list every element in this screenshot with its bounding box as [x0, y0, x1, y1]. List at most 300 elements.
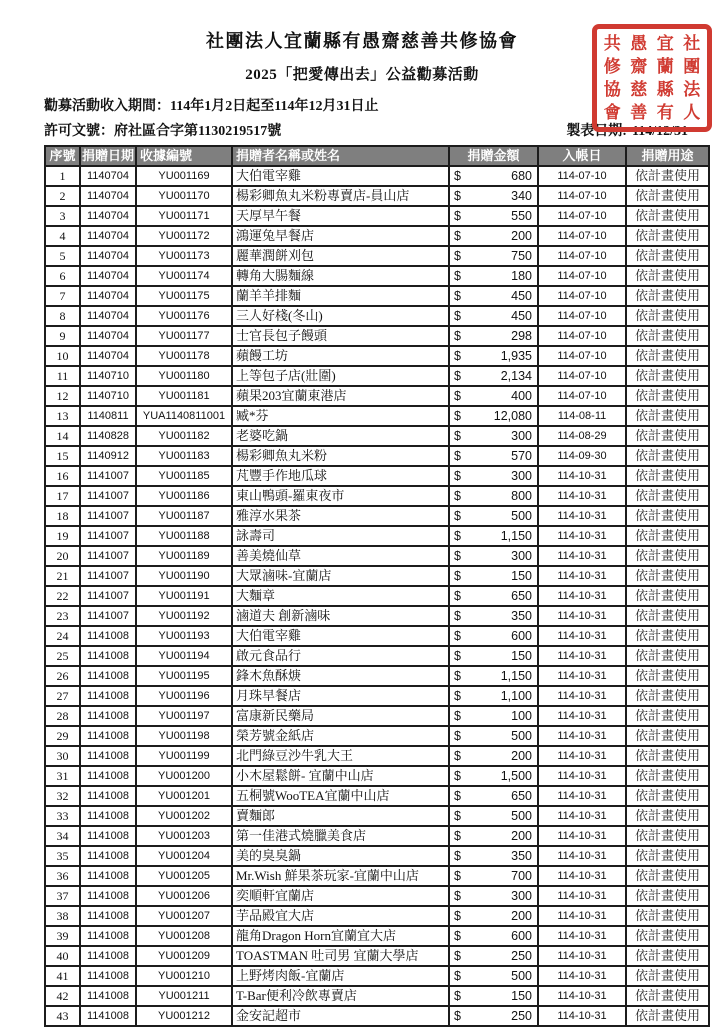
table-row [45, 286, 709, 306]
cell-donor-name: 大伯電宰雞 [232, 626, 449, 646]
cell-donation-date: 1141008 [80, 866, 136, 886]
cell-account-date: 114-10-31 [538, 766, 626, 786]
currency-symbol: $ [454, 289, 461, 303]
currency-symbol: $ [454, 929, 461, 943]
cell-donation-date: 1141008 [80, 766, 136, 786]
currency-symbol: $ [454, 969, 461, 983]
cell-purpose: 依計畫使用 [626, 506, 709, 526]
cell-account-date: 114-10-31 [538, 686, 626, 706]
cell-receipt-no: YU001187 [136, 506, 232, 526]
currency-symbol: $ [454, 389, 461, 403]
cell-amount [449, 526, 538, 546]
cell-receipt-no: YU001194 [136, 646, 232, 666]
table-row [45, 586, 709, 606]
table-row [45, 366, 709, 386]
cell-donor-name: 楊彩卿魚丸米粉 [232, 446, 449, 466]
cell-amount [449, 746, 538, 766]
cell-amount [449, 886, 538, 906]
cell-seq: 33 [45, 806, 80, 826]
table-row [45, 866, 709, 886]
table-row [45, 886, 709, 906]
currency-symbol: $ [454, 609, 461, 623]
currency-symbol: $ [454, 1009, 461, 1023]
seal-column: 宜 蘭 縣 有 [656, 34, 674, 122]
cell-seq: 15 [45, 446, 80, 466]
cell-seq: 5 [45, 246, 80, 266]
cell-purpose: 依計畫使用 [626, 766, 709, 786]
amount-value: 300 [511, 549, 532, 563]
cell-seq: 2 [45, 186, 80, 206]
cell-account-date: 114-10-31 [538, 966, 626, 986]
cell-seq: 19 [45, 526, 80, 546]
cell-seq: 27 [45, 686, 80, 706]
column-header-account-date: 入帳日 [538, 146, 626, 166]
cell-receipt-no: YU001202 [136, 806, 232, 826]
cell-seq: 36 [45, 866, 80, 886]
amount-value: 340 [511, 189, 532, 203]
cell-receipt-no: YU001181 [136, 386, 232, 406]
cell-donor-name: 大伯電宰雞 [232, 166, 449, 186]
cell-account-date: 114-10-31 [538, 986, 626, 1006]
cell-purpose: 依計畫使用 [626, 426, 709, 446]
cell-seq: 8 [45, 306, 80, 326]
amount-value: 500 [511, 969, 532, 983]
table-row [45, 706, 709, 726]
cell-amount [449, 946, 538, 966]
amount-value: 150 [511, 569, 532, 583]
cell-donor-name: 月珠早餐店 [232, 686, 449, 706]
cell-donation-date: 1140828 [80, 426, 136, 446]
cell-account-date: 114-10-31 [538, 586, 626, 606]
currency-symbol: $ [454, 849, 461, 863]
currency-symbol: $ [454, 409, 461, 423]
cell-purpose: 依計畫使用 [626, 226, 709, 246]
cell-receipt-no: YU001203 [136, 826, 232, 846]
cell-receipt-no: YU001182 [136, 426, 232, 446]
currency-symbol: $ [454, 689, 461, 703]
currency-symbol: $ [454, 789, 461, 803]
cell-donation-date: 1140912 [80, 446, 136, 466]
currency-symbol: $ [454, 329, 461, 343]
cell-seq: 3 [45, 206, 80, 226]
cell-receipt-no: YU001207 [136, 906, 232, 926]
cell-receipt-no: YU001177 [136, 326, 232, 346]
cell-purpose: 依計畫使用 [626, 966, 709, 986]
cell-receipt-no: YUA1140811001 [136, 406, 232, 426]
cell-seq: 17 [45, 486, 80, 506]
cell-amount [449, 566, 538, 586]
table-row [45, 486, 709, 506]
cell-amount [449, 766, 538, 786]
currency-symbol: $ [454, 369, 461, 383]
table-row [45, 466, 709, 486]
cell-seq: 34 [45, 826, 80, 846]
amount-value: 600 [511, 929, 532, 943]
table-row [45, 186, 709, 206]
cell-receipt-no: YU001195 [136, 666, 232, 686]
currency-symbol: $ [454, 729, 461, 743]
currency-symbol: $ [454, 569, 461, 583]
cell-account-date: 114-10-31 [538, 626, 626, 646]
cell-donation-date: 1141008 [80, 646, 136, 666]
cell-seq: 4 [45, 226, 80, 246]
cell-donation-date: 1141007 [80, 466, 136, 486]
cell-seq: 39 [45, 926, 80, 946]
amount-value: 180 [511, 269, 532, 283]
cell-amount [449, 306, 538, 326]
cell-purpose: 依計畫使用 [626, 886, 709, 906]
cell-receipt-no: YU001212 [136, 1006, 232, 1026]
cell-seq: 40 [45, 946, 80, 966]
table-row [45, 386, 709, 406]
cell-donor-name: 金安記超市 [232, 1006, 449, 1026]
cell-amount [449, 666, 538, 686]
column-header-purpose: 捐贈用途 [626, 146, 709, 166]
column-header-amount: 捐贈金額 [449, 146, 538, 166]
amount-value: 150 [511, 649, 532, 663]
cell-purpose: 依計畫使用 [626, 666, 709, 686]
cell-donation-date: 1141007 [80, 526, 136, 546]
amount-value: 1,500 [500, 769, 532, 783]
cell-donation-date: 1141008 [80, 626, 136, 646]
cell-seq: 20 [45, 546, 80, 566]
cell-donation-date: 1140704 [80, 326, 136, 346]
cell-donor-name: 東山鴨頭-羅東夜市 [232, 486, 449, 506]
association-seal [592, 24, 712, 132]
cell-donation-date: 1140811 [80, 406, 136, 426]
cell-donation-date: 1140704 [80, 206, 136, 226]
cell-purpose: 依計畫使用 [626, 786, 709, 806]
cell-amount [449, 386, 538, 406]
currency-symbol: $ [454, 989, 461, 1003]
cell-amount [449, 926, 538, 946]
amount-value: 1,150 [500, 669, 532, 683]
cell-donor-name: 大麵章 [232, 586, 449, 606]
cell-purpose: 依計畫使用 [626, 866, 709, 886]
currency-symbol: $ [454, 469, 461, 483]
cell-purpose: 依計畫使用 [626, 366, 709, 386]
table-row [45, 306, 709, 326]
column-header-receipt-no: 收據編號 [136, 146, 232, 166]
cell-account-date: 114-07-10 [538, 206, 626, 226]
cell-donor-name: 鋒木魚酥焿 [232, 666, 449, 686]
amount-value: 1,935 [500, 349, 532, 363]
cell-purpose: 依計畫使用 [626, 686, 709, 706]
cell-receipt-no: YU001210 [136, 966, 232, 986]
cell-account-date: 114-10-31 [538, 1006, 626, 1026]
cell-seq: 26 [45, 666, 80, 686]
cell-donation-date: 1141008 [80, 806, 136, 826]
cell-receipt-no: YU001175 [136, 286, 232, 306]
cell-donor-name: 美的臭臭鍋 [232, 846, 449, 866]
cell-donation-date: 1141008 [80, 946, 136, 966]
cell-donation-date: 1141008 [80, 926, 136, 946]
cell-receipt-no: YU001209 [136, 946, 232, 966]
cell-amount [449, 506, 538, 526]
table-row [45, 766, 709, 786]
cell-donor-name: 大眾滷味-宜蘭店 [232, 566, 449, 586]
cell-donor-name: 楊彩卿魚丸米粉專賣店-員山店 [232, 186, 449, 206]
table-row [45, 206, 709, 226]
cell-account-date: 114-08-29 [538, 426, 626, 446]
cell-account-date: 114-09-30 [538, 446, 626, 466]
cell-donor-name: 芃豐手作地瓜球 [232, 466, 449, 486]
cell-account-date: 114-10-31 [538, 526, 626, 546]
table-row [45, 566, 709, 586]
cell-receipt-no: YU001191 [136, 586, 232, 606]
cell-purpose: 依計畫使用 [626, 406, 709, 426]
report-date-label: 製表日期: [566, 124, 627, 139]
cell-account-date: 114-07-10 [538, 166, 626, 186]
license-number: 許可文號：府社區合字第1130219517號 [44, 124, 282, 139]
currency-symbol: $ [454, 209, 461, 223]
currency-symbol: $ [454, 869, 461, 883]
currency-symbol: $ [454, 589, 461, 603]
cell-donation-date: 1141008 [80, 846, 136, 866]
cell-account-date: 114-07-10 [538, 326, 626, 346]
cell-account-date: 114-10-31 [538, 706, 626, 726]
cell-seq: 9 [45, 326, 80, 346]
amount-value: 700 [511, 869, 532, 883]
currency-symbol: $ [454, 829, 461, 843]
cell-donor-name: 五桐號WooTEA宜蘭中山店 [232, 786, 449, 806]
cell-donor-name: 三人好棧(冬山) [232, 306, 449, 326]
cell-account-date: 114-10-31 [538, 546, 626, 566]
table-row [45, 166, 709, 186]
cell-seq: 35 [45, 846, 80, 866]
table-row [45, 686, 709, 706]
cell-amount [449, 726, 538, 746]
cell-purpose: 依計畫使用 [626, 1006, 709, 1026]
table-row [45, 226, 709, 246]
table-row [45, 326, 709, 346]
amount-value: 650 [511, 589, 532, 603]
cell-account-date: 114-10-31 [538, 726, 626, 746]
cell-donor-name: T-Bar便利冷飲專賣店 [232, 986, 449, 1006]
cell-donation-date: 1141007 [80, 606, 136, 626]
cell-donation-date: 1140710 [80, 366, 136, 386]
cell-amount [449, 706, 538, 726]
cell-amount [449, 786, 538, 806]
amount-value: 200 [511, 829, 532, 843]
cell-donor-name: 啟元食品行 [232, 646, 449, 666]
cell-purpose: 依計畫使用 [626, 846, 709, 866]
table-row [45, 346, 709, 366]
cell-donation-date: 1141008 [80, 786, 136, 806]
amount-value: 450 [511, 309, 532, 323]
cell-donor-name: 奕順軒宜蘭店 [232, 886, 449, 906]
cell-account-date: 114-10-31 [538, 906, 626, 926]
currency-symbol: $ [454, 189, 461, 203]
donation-table-body [45, 166, 709, 1026]
currency-symbol: $ [454, 269, 461, 283]
cell-donation-date: 1140704 [80, 286, 136, 306]
cell-amount [449, 866, 538, 886]
currency-symbol: $ [454, 889, 461, 903]
cell-account-date: 114-10-31 [538, 606, 626, 626]
cell-donation-date: 1141008 [80, 746, 136, 766]
cell-account-date: 114-10-31 [538, 486, 626, 506]
table-row [45, 526, 709, 546]
cell-donation-date: 1140704 [80, 346, 136, 366]
cell-amount [449, 966, 538, 986]
cell-account-date: 114-07-10 [538, 266, 626, 286]
cell-seq: 41 [45, 966, 80, 986]
cell-donor-name: 鴻運兔早餐店 [232, 226, 449, 246]
table-row [45, 546, 709, 566]
table-row [45, 786, 709, 806]
donation-table-header-row [45, 146, 709, 166]
cell-seq: 30 [45, 746, 80, 766]
cell-donation-date: 1141008 [80, 886, 136, 906]
cell-purpose: 依計畫使用 [626, 286, 709, 306]
cell-receipt-no: YU001211 [136, 986, 232, 1006]
cell-purpose: 依計畫使用 [626, 466, 709, 486]
cell-donor-name: 龍角Dragon Horn宜蘭宜大店 [232, 926, 449, 946]
amount-value: 200 [511, 909, 532, 923]
table-row [45, 446, 709, 466]
cell-receipt-no: YU001171 [136, 206, 232, 226]
amount-value: 350 [511, 849, 532, 863]
amount-value: 300 [511, 429, 532, 443]
currency-symbol: $ [454, 489, 461, 503]
cell-account-date: 114-10-31 [538, 846, 626, 866]
cell-seq: 43 [45, 1006, 80, 1026]
amount-value: 800 [511, 489, 532, 503]
cell-purpose: 依計畫使用 [626, 806, 709, 826]
cell-seq: 12 [45, 386, 80, 406]
table-row [45, 746, 709, 766]
amount-value: 600 [511, 629, 532, 643]
cell-receipt-no: YU001188 [136, 526, 232, 546]
table-row [45, 806, 709, 826]
table-row [45, 266, 709, 286]
cell-donor-name: 轉角大腸麵線 [232, 266, 449, 286]
cell-receipt-no: YU001208 [136, 926, 232, 946]
page-title: 社團法人宜蘭縣有愚齋慈善共修協會 [206, 31, 518, 51]
cell-amount [449, 606, 538, 626]
cell-seq: 37 [45, 886, 80, 906]
cell-account-date: 114-10-31 [538, 746, 626, 766]
cell-donor-name: 賣麵郎 [232, 806, 449, 826]
cell-amount [449, 686, 538, 706]
cell-seq: 16 [45, 466, 80, 486]
cell-seq: 23 [45, 606, 80, 626]
cell-donation-date: 1141008 [80, 966, 136, 986]
column-header-donor-name: 捐贈者名稱或姓名 [232, 146, 449, 166]
cell-donor-name: 第一佳港式燒臘美食店 [232, 826, 449, 846]
cell-purpose: 依計畫使用 [626, 586, 709, 606]
table-row [45, 906, 709, 926]
currency-symbol: $ [454, 449, 461, 463]
cell-receipt-no: YU001200 [136, 766, 232, 786]
cell-account-date: 114-07-10 [538, 246, 626, 266]
amount-value: 200 [511, 749, 532, 763]
cell-donor-name: 雅淳水果茶 [232, 506, 449, 526]
cell-purpose: 依計畫使用 [626, 746, 709, 766]
cell-seq: 32 [45, 786, 80, 806]
amount-value: 150 [511, 989, 532, 1003]
cell-amount [449, 446, 538, 466]
cell-donor-name: 上野烤肉飯-宜蘭店 [232, 966, 449, 986]
currency-symbol: $ [454, 249, 461, 263]
currency-symbol: $ [454, 229, 461, 243]
currency-symbol: $ [454, 549, 461, 563]
cell-receipt-no: YU001196 [136, 686, 232, 706]
cell-seq: 7 [45, 286, 80, 306]
currency-symbol: $ [454, 529, 461, 543]
currency-symbol: $ [454, 669, 461, 683]
cell-donor-name: 蘭羊羊排麵 [232, 286, 449, 306]
cell-seq: 28 [45, 706, 80, 726]
cell-amount [449, 346, 538, 366]
amount-value: 200 [511, 229, 532, 243]
table-row [45, 826, 709, 846]
cell-donation-date: 1141007 [80, 506, 136, 526]
cell-amount [449, 546, 538, 566]
cell-receipt-no: YU001178 [136, 346, 232, 366]
currency-symbol: $ [454, 709, 461, 723]
cell-donor-name: 北門綠豆沙牛乳大王 [232, 746, 449, 766]
cell-donation-date: 1141007 [80, 546, 136, 566]
cell-purpose: 依計畫使用 [626, 306, 709, 326]
cell-receipt-no: YU001192 [136, 606, 232, 626]
currency-symbol: $ [454, 909, 461, 923]
cell-donor-name: 臧*芬 [232, 406, 449, 426]
cell-purpose: 依計畫使用 [626, 346, 709, 366]
amount-value: 650 [511, 789, 532, 803]
amount-value: 300 [511, 889, 532, 903]
cell-donor-name: 上等包子店(壯圍) [232, 366, 449, 386]
cell-seq: 22 [45, 586, 80, 606]
donation-table [44, 145, 710, 1027]
currency-symbol: $ [454, 349, 461, 363]
cell-donor-name: 蘋饅工坊 [232, 346, 449, 366]
cell-receipt-no: YU001174 [136, 266, 232, 286]
amount-value: 400 [511, 389, 532, 403]
cell-donation-date: 1141007 [80, 566, 136, 586]
amount-value: 2,134 [500, 369, 532, 383]
cell-amount [449, 326, 538, 346]
table-row [45, 846, 709, 866]
cell-seq: 31 [45, 766, 80, 786]
cell-receipt-no: YU001201 [136, 786, 232, 806]
cell-account-date: 114-10-31 [538, 566, 626, 586]
cell-amount [449, 826, 538, 846]
amount-value: 250 [511, 1009, 532, 1023]
cell-purpose: 依計畫使用 [626, 206, 709, 226]
cell-account-date: 114-07-10 [538, 186, 626, 206]
cell-amount [449, 366, 538, 386]
cell-seq: 24 [45, 626, 80, 646]
donation-table-head [45, 146, 709, 166]
cell-account-date: 114-07-10 [538, 306, 626, 326]
cell-seq: 6 [45, 266, 80, 286]
cell-amount [449, 586, 538, 606]
cell-purpose: 依計畫使用 [626, 826, 709, 846]
cell-donation-date: 1140704 [80, 226, 136, 246]
cell-seq: 18 [45, 506, 80, 526]
amount-value: 750 [511, 249, 532, 263]
cell-purpose: 依計畫使用 [626, 546, 709, 566]
cell-purpose: 依計畫使用 [626, 986, 709, 1006]
cell-account-date: 114-07-10 [538, 346, 626, 366]
cell-receipt-no: YU001173 [136, 246, 232, 266]
cell-amount [449, 626, 538, 646]
column-header-donation-date: 捐贈日期 [80, 146, 136, 166]
cell-amount [449, 426, 538, 446]
cell-receipt-no: YU001198 [136, 726, 232, 746]
